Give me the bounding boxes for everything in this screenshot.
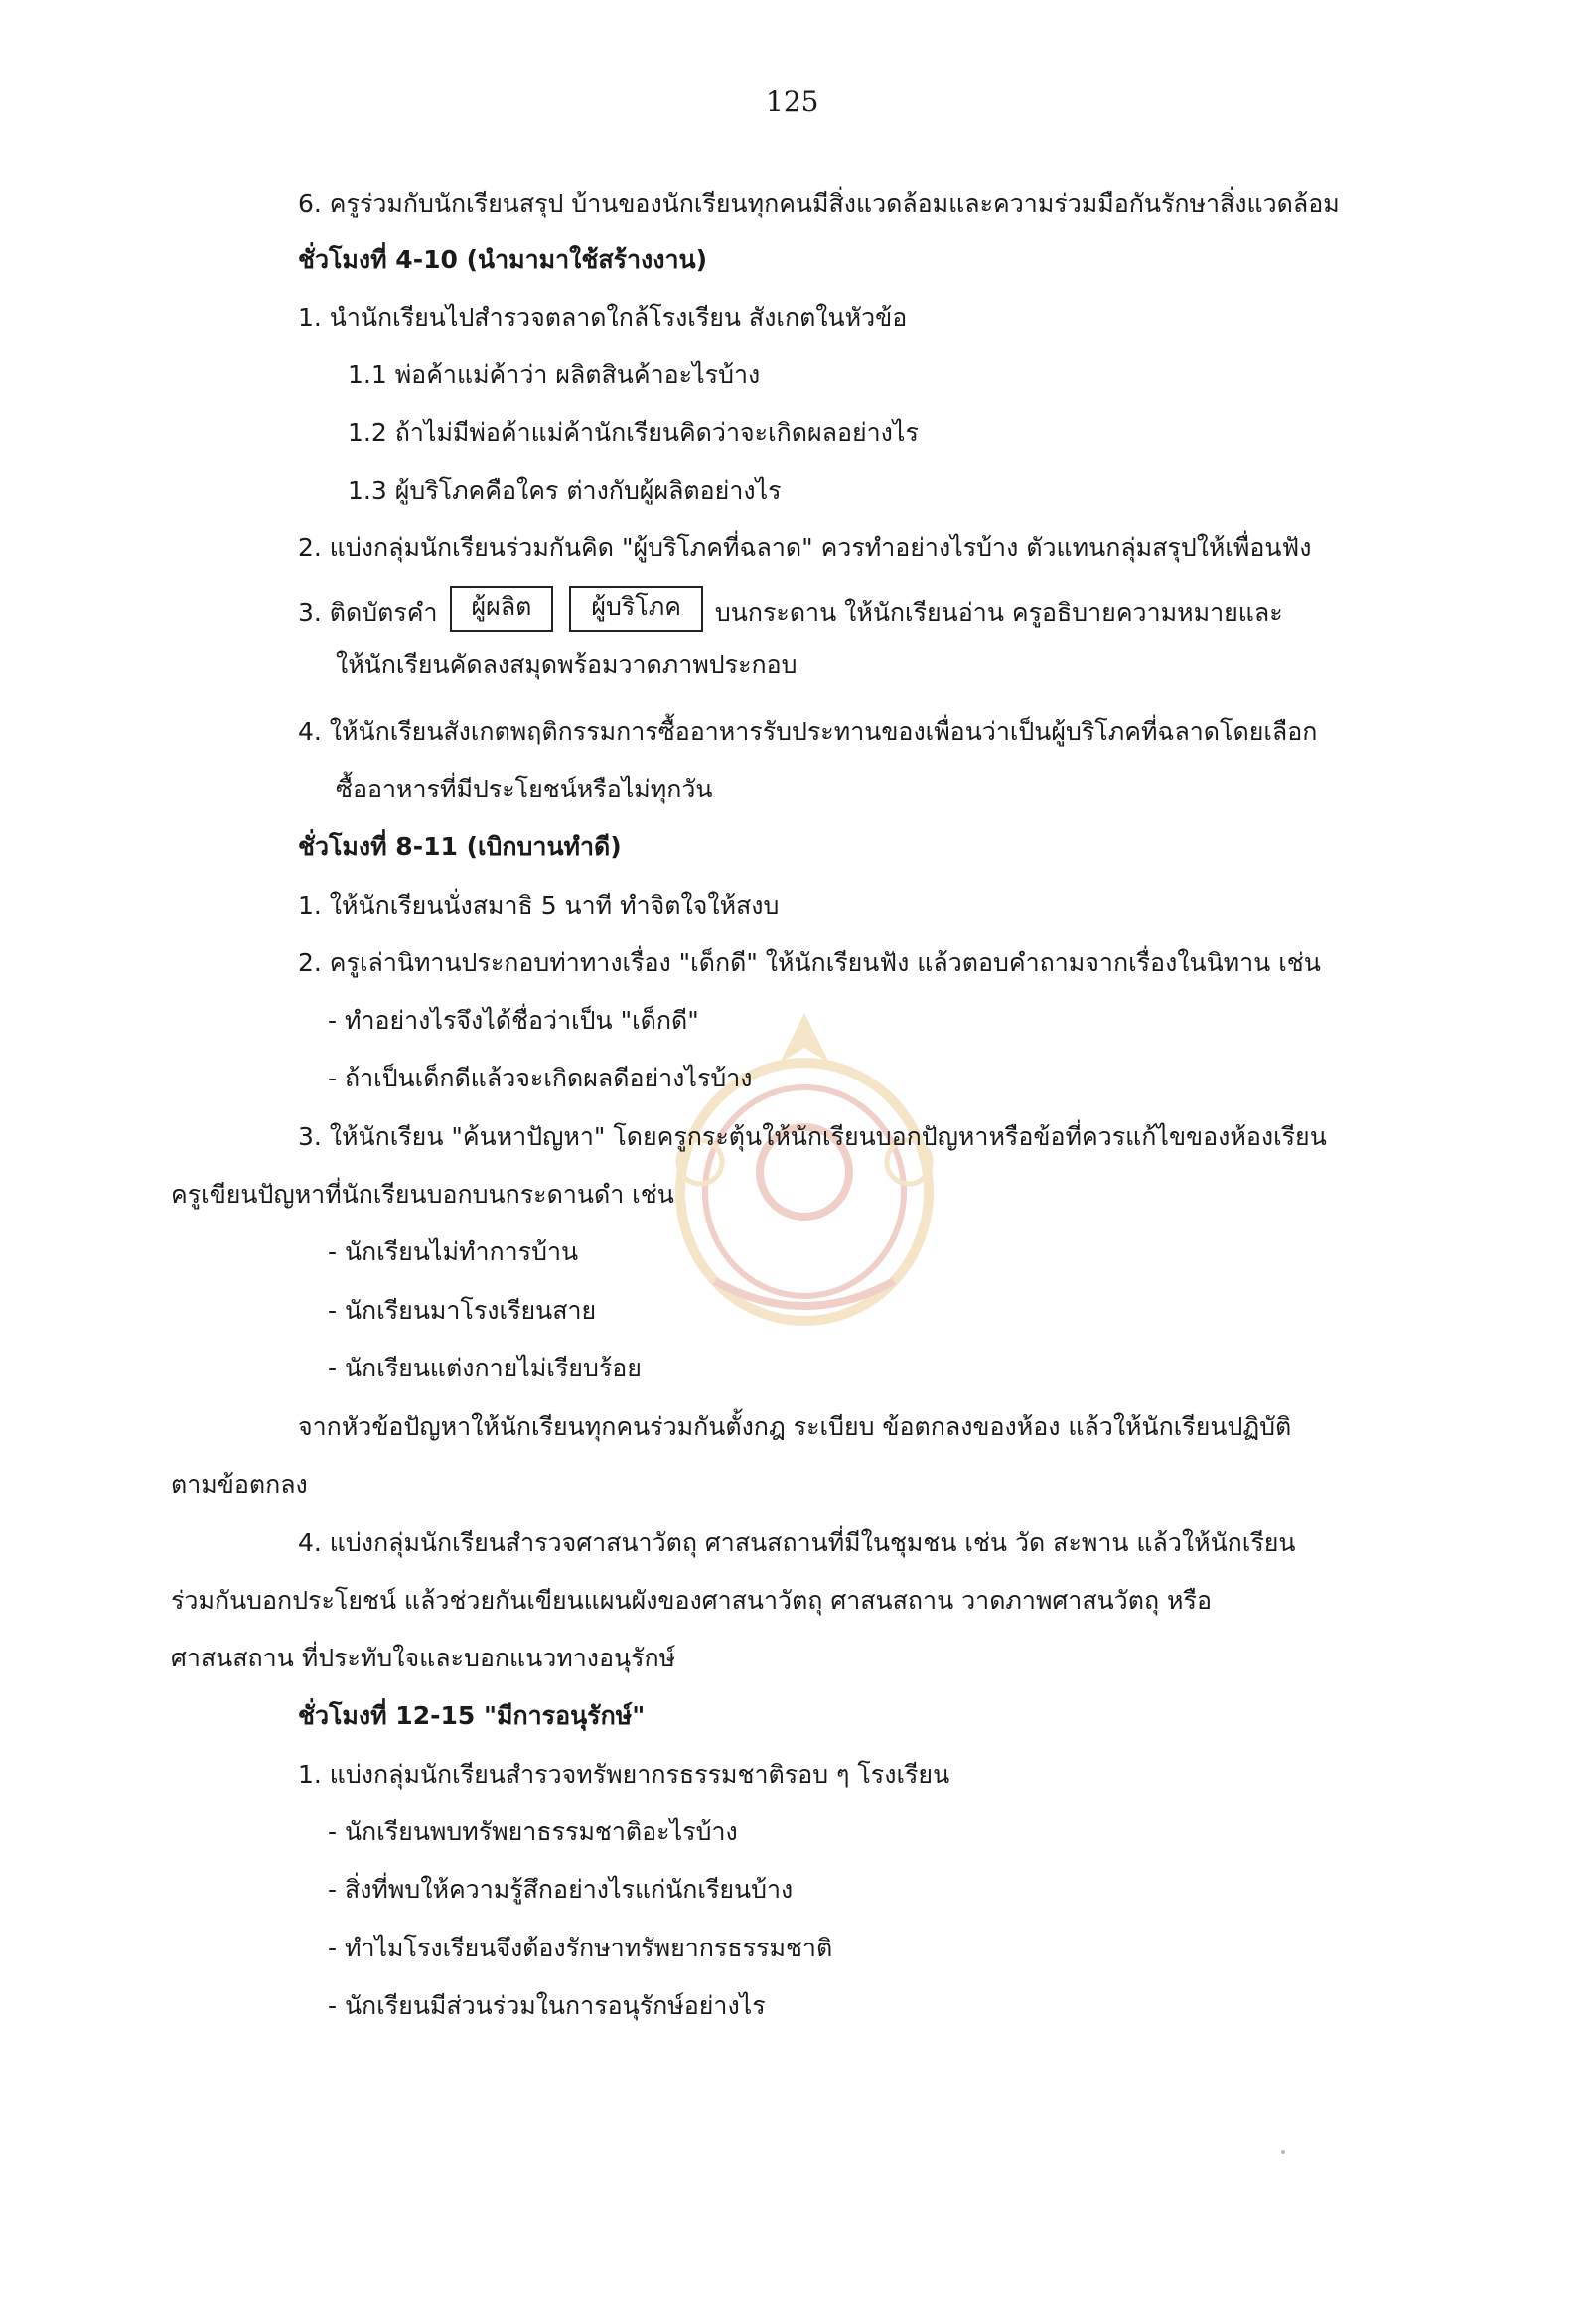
text-line: - สิ่งที่พบให้ความรู้สึกอย่างไรแก่นักเรียนบ้าง — [328, 1875, 794, 1904]
text-line: 2. แบ่งกลุ่มนักเรียนร่วมกันคิด "ผู้บริโภคที่ฉลาด" ควรทำอย่างไรบ้าง ตัวแทนกลุ่มสรุปให้เพื่อนฟัง — [298, 533, 1312, 562]
text-line: 1.2 ถ้าไม่มีพ่อค้าแม่ค้านักเรียนคิดว่าจะเกิดผลอย่างไร — [348, 418, 919, 447]
text-line: 1. แบ่งกลุ่มนักเรียนสำรวจทรัพยากรธรรมชาติรอบ ๆ โรงเรียน — [298, 1760, 950, 1789]
section-heading: ชั่วโมงที่ 8-11 (เบิกบานทำดี) — [298, 832, 622, 861]
word-card-producer: ผู้ผลิต — [450, 586, 554, 632]
text-line: - ทำไมโรงเรียนจึงต้องรักษาทรัพยากรธรรมชาติ — [328, 1934, 833, 1962]
text-line: 4. ให้นักเรียนสังเกตพฤติกรรมการซื้ออาหารรับประทานของเพื่อนว่าเป็นผู้บริโภคที่ฉลาดโดยเลือก — [298, 717, 1318, 746]
section-heading: ชั่วโมงที่ 12-15 "มีการอนุรักษ์" — [298, 1701, 646, 1730]
text-line: 1. ให้นักเรียนนั่งสมาธิ 5 นาที ทำจิตใจให้สงบ — [298, 891, 780, 920]
text-line: - นักเรียนแต่งกายไม่เรียบร้อย — [328, 1354, 642, 1382]
text-line: 4. แบ่งกลุ่มนักเรียนสำรวจศาสนาวัตถุ ศาสนสถานที่มีในชุมชน เช่น วัด สะพาน แล้วให้นักเรียน — [298, 1528, 1296, 1557]
text-line: 1.1 พ่อค้าแม่ค้าว่า ผลิตสินค้าอะไรบ้าง — [348, 360, 761, 389]
section-heading: ชั่วโมงที่ 4-10 (นำมามาใช้สร้างงาน) — [298, 245, 708, 274]
text-line: จากหัวข้อปัญหาให้นักเรียนทุกคนร่วมกันตั้งกฎ ระเบียบ ข้อตกลงของห้อง แล้วให้นักเรียนปฏิบัติ — [298, 1412, 1292, 1441]
text-line: ครูเขียนปัญหาที่นักเรียนบอกบนกระดานดำ เช่น — [171, 1180, 674, 1209]
text-line: ให้นักเรียนคัดลงสมุดพร้อมวาดภาพประกอบ — [336, 650, 798, 679]
text-line: 3. ให้นักเรียน "ค้นหาปัญหา" โดยครูกระตุ้นให้นักเรียนบอกปัญหาหรือข้อที่ควรแก้ไขของห้องเรียน — [298, 1122, 1327, 1151]
text-line: - นักเรียนพบทรัพยาธรรมชาติอะไรบ้าง — [328, 1817, 738, 1846]
text-line: - นักเรียนไม่ทำการบ้าน — [328, 1237, 579, 1266]
scan-speck — [1281, 2150, 1285, 2154]
text-line: - ทำอย่างไรจึงได้ชื่อว่าเป็น "เด็กดี" — [328, 1006, 699, 1035]
word-card-consumer: ผู้บริโภค — [569, 586, 703, 632]
text-line: 2. ครูเล่านิทานประกอบท่าทางเรื่อง "เด็กดี" ให้นักเรียนฟัง แล้วตอบคำถามจากเรื่องในนิทาน เช่น — [298, 948, 1321, 977]
page-number: 125 — [766, 85, 819, 118]
text-line: ซื้ออาหารที่มีประโยชน์หรือไม่ทุกวัน — [336, 775, 713, 803]
text-line: - นักเรียนมาโรงเรียนสาย — [328, 1296, 597, 1325]
text-line: ตามข้อตกลง — [171, 1470, 308, 1499]
text-line: - นักเรียนมีส่วนร่วมในการอนุรักษ์อย่างไร — [328, 1991, 766, 2020]
seal-watermark-icon — [655, 1003, 953, 1331]
text-line: 1. นำนักเรียนไปสำรวจตลาดใกล้โรงเรียน สังเกตในหัวข้อ — [298, 303, 908, 332]
text-fragment: 3. ติดบัตรคำ — [298, 598, 438, 627]
text-line: ร่วมกันบอกประโยชน์ แล้วช่วยกันเขียนแผนผังของศาสนาวัตถุ ศาสนสถาน วาดภาพศาสนวัตถุ หรือ — [171, 1586, 1212, 1615]
text-line-with-word-cards — [298, 592, 1283, 638]
text-line: ศาสนสถาน ที่ประทับใจและบอกแนวทางอนุรักษ์ — [171, 1644, 676, 1672]
text-line: 1.3 ผู้บริโภคคือใคร ต่างกับผู้ผลิตอย่างไร — [348, 476, 782, 504]
text-line: 6. ครูร่วมกับนักเรียนสรุป บ้านของนักเรียนทุกคนมีสิ่งแวดล้อมและความร่วมมือกันรักษาสิ่งแวดล้อม — [298, 189, 1340, 217]
text-line: - ถ้าเป็นเด็กดีแล้วจะเกิดผลดีอย่างไรบ้าง — [328, 1064, 753, 1092]
text-fragment: บนกระดาน ให้นักเรียนอ่าน ครูอธิบายความหมายและ — [714, 598, 1283, 627]
